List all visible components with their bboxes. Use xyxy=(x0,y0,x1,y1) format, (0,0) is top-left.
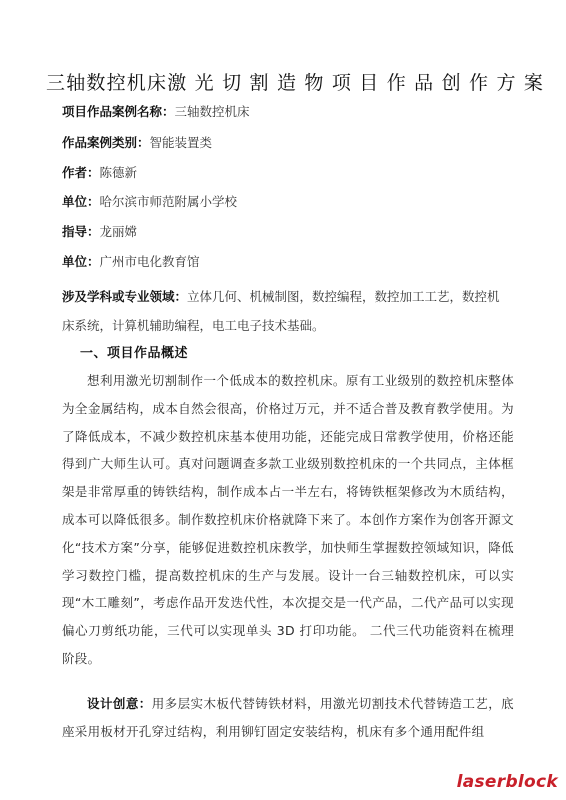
subjects-field xyxy=(62,282,510,340)
section-heading-overview: 一、项目作品概述 xyxy=(80,346,189,361)
category-label: 作品案例类别： xyxy=(62,135,150,150)
subjects-value: 立体几何、机械制图，数控编程，数控加工工艺，数控机床系统，计算机辅助编程，电工电子技术基础。 xyxy=(62,289,500,333)
category-field xyxy=(62,133,212,153)
document-title: 三轴数控机床激 光 切 割 造 物 项 目 作 品 创 作 方 案 xyxy=(46,72,545,94)
author-label: 作者： xyxy=(62,165,100,180)
project-name-label: 项目作品案例名称： xyxy=(62,104,175,119)
subjects-label: 涉及学科或专业领域： xyxy=(62,289,188,304)
overview-paragraph: 想利用激光切割制作一个低成本的数控机床。原有工业级别的数控机床整体为全金属结构，成本自然会很高，价格过万元，并不适合普及教育教学使用。为了降低成本，不减少数控机床基本使用功能，还能完成日常教学使用，价格还能得到广大师生认可。真对问题调查多款工业级别数控机床的一个共同点，主体框架是非常厚重的铸铁结构，制作成本占一半左右，将铸铁框架修改为木质结构，成本可以降低很多。制作数控机床价格就降下来了。本创作方案作为创客开源文化“技术方案”分享，能够促进数控机床教学，加快师生掌握数控领域知识，降低学习数控门槛，提高数控机床的生产与发展。设计一台三轴数控机床，可以实现“木工雕刻”，考虑作品开发迭代性，本次提交是一代产品，二代产品可以实现偏心刀剪纸功能，三代可以实现单头 3D 打印功能。 二代三代功能资料在梳理阶段。 xyxy=(62,373,514,666)
project-name-value: 三轴数控机床 xyxy=(174,104,250,119)
unit-value-1: 哈尔滨市师范附属小学校 xyxy=(99,194,238,209)
advisor-field xyxy=(62,222,137,242)
unit-label-1: 单位： xyxy=(62,194,100,209)
design-paragraph xyxy=(62,690,514,746)
unit-value-2: 广州市电化教育馆 xyxy=(99,254,200,269)
unit-field-2 xyxy=(62,252,200,272)
advisor-value: 龙丽嫦 xyxy=(99,224,138,239)
category-value: 智能装置类 xyxy=(149,135,213,150)
author-value: 陈德新 xyxy=(99,165,138,180)
author-field xyxy=(62,163,137,183)
unit-field-1 xyxy=(62,192,237,212)
laserblock-logo: laserblock xyxy=(456,772,558,792)
unit-label-2: 单位： xyxy=(62,254,100,269)
design-text: 用多层实木板代替铸铁材料，用激光切割技术代替铸造工艺，底座采用板材开孔穿过结构，利用铆钉固定安装结构，机床有多个通用配件组 xyxy=(62,696,514,739)
design-label: 设计创意： xyxy=(87,696,152,711)
project-name-field xyxy=(62,102,250,122)
advisor-label: 指导： xyxy=(62,224,100,239)
